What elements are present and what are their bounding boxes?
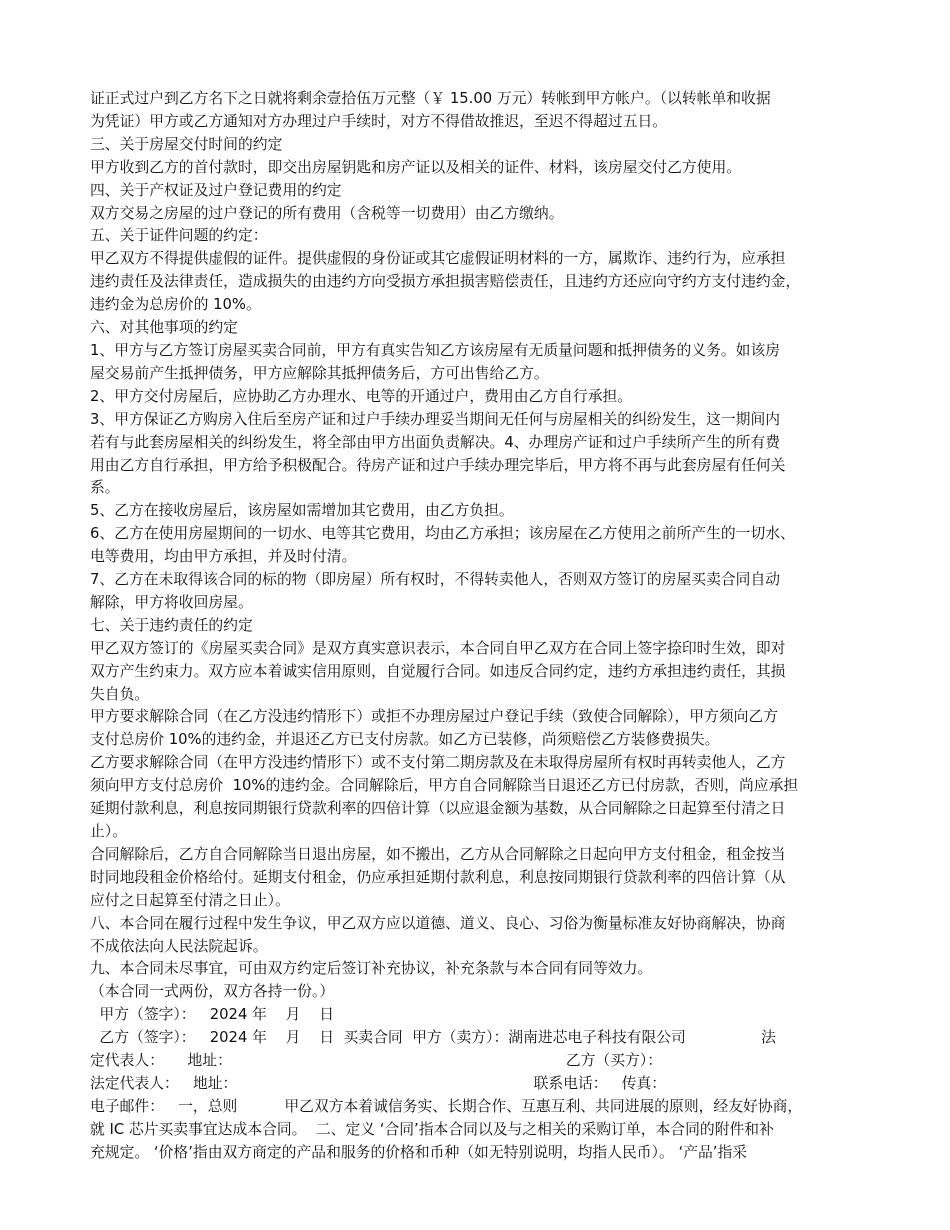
text-line: 甲方收到乙方的首付款时，即交出房屋钥匙和房产证以及相关的证件、材料，该房屋交付乙方使用。 — [90, 158, 742, 176]
text-line: 甲乙双方不得提供虚假的证件。提供虚假的身份证或其它虚假证明材料的一方，属欺诈、违约行为，应承担 — [90, 250, 786, 268]
section-heading: 七、关于违约责任的约定 — [90, 616, 253, 634]
text-line: 甲方要求解除合同（在乙方没违约情形下）或拒不办理房屋过户登记手续（致使合同解除），甲方须向乙方 — [90, 708, 779, 726]
text-line: 止）。 — [90, 823, 127, 840]
text-line: 用由乙方自行承担，甲方给予积极配合。待房产证和过户手续办理完毕后，甲方将不再与此套房屋有任何关 — [90, 456, 786, 474]
text-line: 失自负。 — [90, 685, 150, 703]
text-line: 定代表人： 地址： 乙方（买方）： — [90, 1052, 663, 1070]
text-line: 须向甲方支付总房价 10%的违约金。合同解除后，甲方自合同解除当日退还乙方已付房款，否则，尚应承担 — [90, 777, 799, 795]
text-line: 3、甲方保证乙方购房入住后至房产证和过户手续办理妥当期间无任何与房屋相关的纠纷发生，这一期间内 — [90, 410, 781, 428]
text-line: 充规定。 ‘价格’指由双方商定的产品和服务的价格和币种（如无特别说明，均指人民币）。 ‘产品’指采 — [90, 1143, 748, 1161]
text-line: 系。 — [90, 479, 120, 497]
text-line: 乙方要求解除合同（在甲方没违约情形下）或不支付第二期房款及在未取得房屋所有权时再转卖他人，乙方 — [90, 754, 786, 772]
text-line: 双方交易之房屋的过户登记的所有费用（含税等一切费用）由乙方缴纳。 — [90, 204, 564, 222]
text-line: 解除，甲方将收回房屋。 — [90, 593, 253, 611]
section-heading: 四、关于产权证及过户登记费用的约定 — [90, 181, 342, 199]
section-heading: 六、对其他事项的约定 — [90, 319, 238, 337]
text-line: 应付之日起算至付清之日止）。 — [90, 891, 290, 909]
text-line: 1、甲方与乙方签订房屋买卖合同前，甲方有真实告知乙方该房屋有无质量问题和抵押债务的义务。如该房 — [90, 341, 781, 359]
text-line: 双方产生约束力。双方应本着诚实信用原则，自觉履行合同。如违反合同约定，违约方承担违约责任，其损 — [90, 662, 786, 680]
text-line: 为凭证）甲方或乙方通知对方办理过户手续时，对方不得借故推迟，至迟不得超过五日。 — [90, 112, 668, 130]
text-line: 就 IC 芯片买卖事宜达成本合同。 二、定义 ‘合同’指本合同以及与之相关的采购订单，本合同的附件和补 — [90, 1120, 774, 1138]
text-line: 违约责任及法律责任，造成损失的由违约方向受损方承担损害赔偿责任，且违约方还应向守约方支付违约金， — [90, 273, 801, 291]
text-line: 延期付款利息，利息按同期银行贷款利率的四倍计算（以应退金额为基数，从合同解除之日起算至付清之日 — [90, 800, 786, 818]
signature-line: 乙方（签字）： 2024 年 月 日 买卖合同 甲方（卖方）：湖南进芯电子科技有限公司 法 — [90, 1029, 776, 1047]
text-line: 九、本合同未尽事宜，可由双方约定后签订补充协议，补充条款与本合同有同等效力。 — [90, 960, 653, 978]
text-line: 2、甲方交付房屋后，应协助乙方办理水、电等的开通过户，费用由乙方自行承担。 — [90, 387, 633, 405]
text-line: 支付总房价 10%的违约金，并退还乙方已支付房款。如乙方已装修，尚须赔偿乙方装修费损失。 — [90, 731, 720, 749]
text-line: 若有与此套房屋相关的纠纷发生，将全部由甲方出面负责解决。4、办理房产证和过户手续所产生的所有费 — [90, 433, 781, 451]
text-line: 电等费用，均由甲方承担，并及时付清。 — [90, 548, 357, 566]
text-line: 甲乙双方签订的《房屋买卖合同》是双方真实意识表示，本合同自甲乙双方在合同上签字捺印时生效，即对 — [90, 639, 786, 657]
text-line: 不成依法向人民法院起诉。 — [90, 937, 268, 955]
text-line: 6、乙方在使用房屋期间的一切水、电等其它费用，均由乙方承担；该房屋在乙方使用之前所产生的一切水、 — [90, 525, 795, 543]
text-line: 法定代表人： 地址： 联系电话： 传真： — [90, 1074, 667, 1092]
section-heading: 三、关于房屋交付时间的约定 — [90, 135, 283, 153]
text-line: 时同地段租金价格给付。延期支付租金，仍应承担延期付款利息，利息按同期银行贷款利率的四倍计算（从 — [90, 868, 786, 886]
text-line: 电子邮件： 一，总则 甲乙双方本着诚信务实、长期合作、互惠互利、共同进展的原则，经友好协商， — [90, 1097, 803, 1115]
text-line: 7、乙方在未取得该合同的标的物（即房屋）所有权时，不得转卖他人，否则双方签订的房屋买卖合同自动 — [90, 571, 781, 589]
signature-line: 甲方（签字）： 2024 年 月 日 — [90, 1006, 335, 1024]
text-line: 八、本合同在履行过程中发生争议，甲乙双方应以道德、道义、良心、习俗为衡量标准友好协商解决，协商 — [90, 914, 786, 932]
text-line: 屋交易前产生抵押债务，甲方应解除其抵押债务后，方可出售给乙方。 — [90, 364, 549, 382]
text-line: 5、乙方在接收房屋后，该房屋如需增加其它费用，由乙方负担。 — [90, 502, 514, 520]
text-line: 证正式过户到乙方名下之日就将剩余壹拾伍万元整（￥ 15.00 万元）转帐到甲方帐户。（以转帐单和收据 — [90, 90, 771, 107]
text-line: （本合同一式两份，双方各持一份。） — [90, 983, 335, 1001]
text-line: 合同解除后，乙方自合同解除当日退出房屋，如不搬出，乙方从合同解除之日起向甲方支付租金，租金按当 — [90, 845, 786, 863]
text-line: 违约金为总房价的 10%。 — [90, 296, 261, 314]
section-heading: 五、关于证件问题的约定： — [90, 227, 268, 245]
